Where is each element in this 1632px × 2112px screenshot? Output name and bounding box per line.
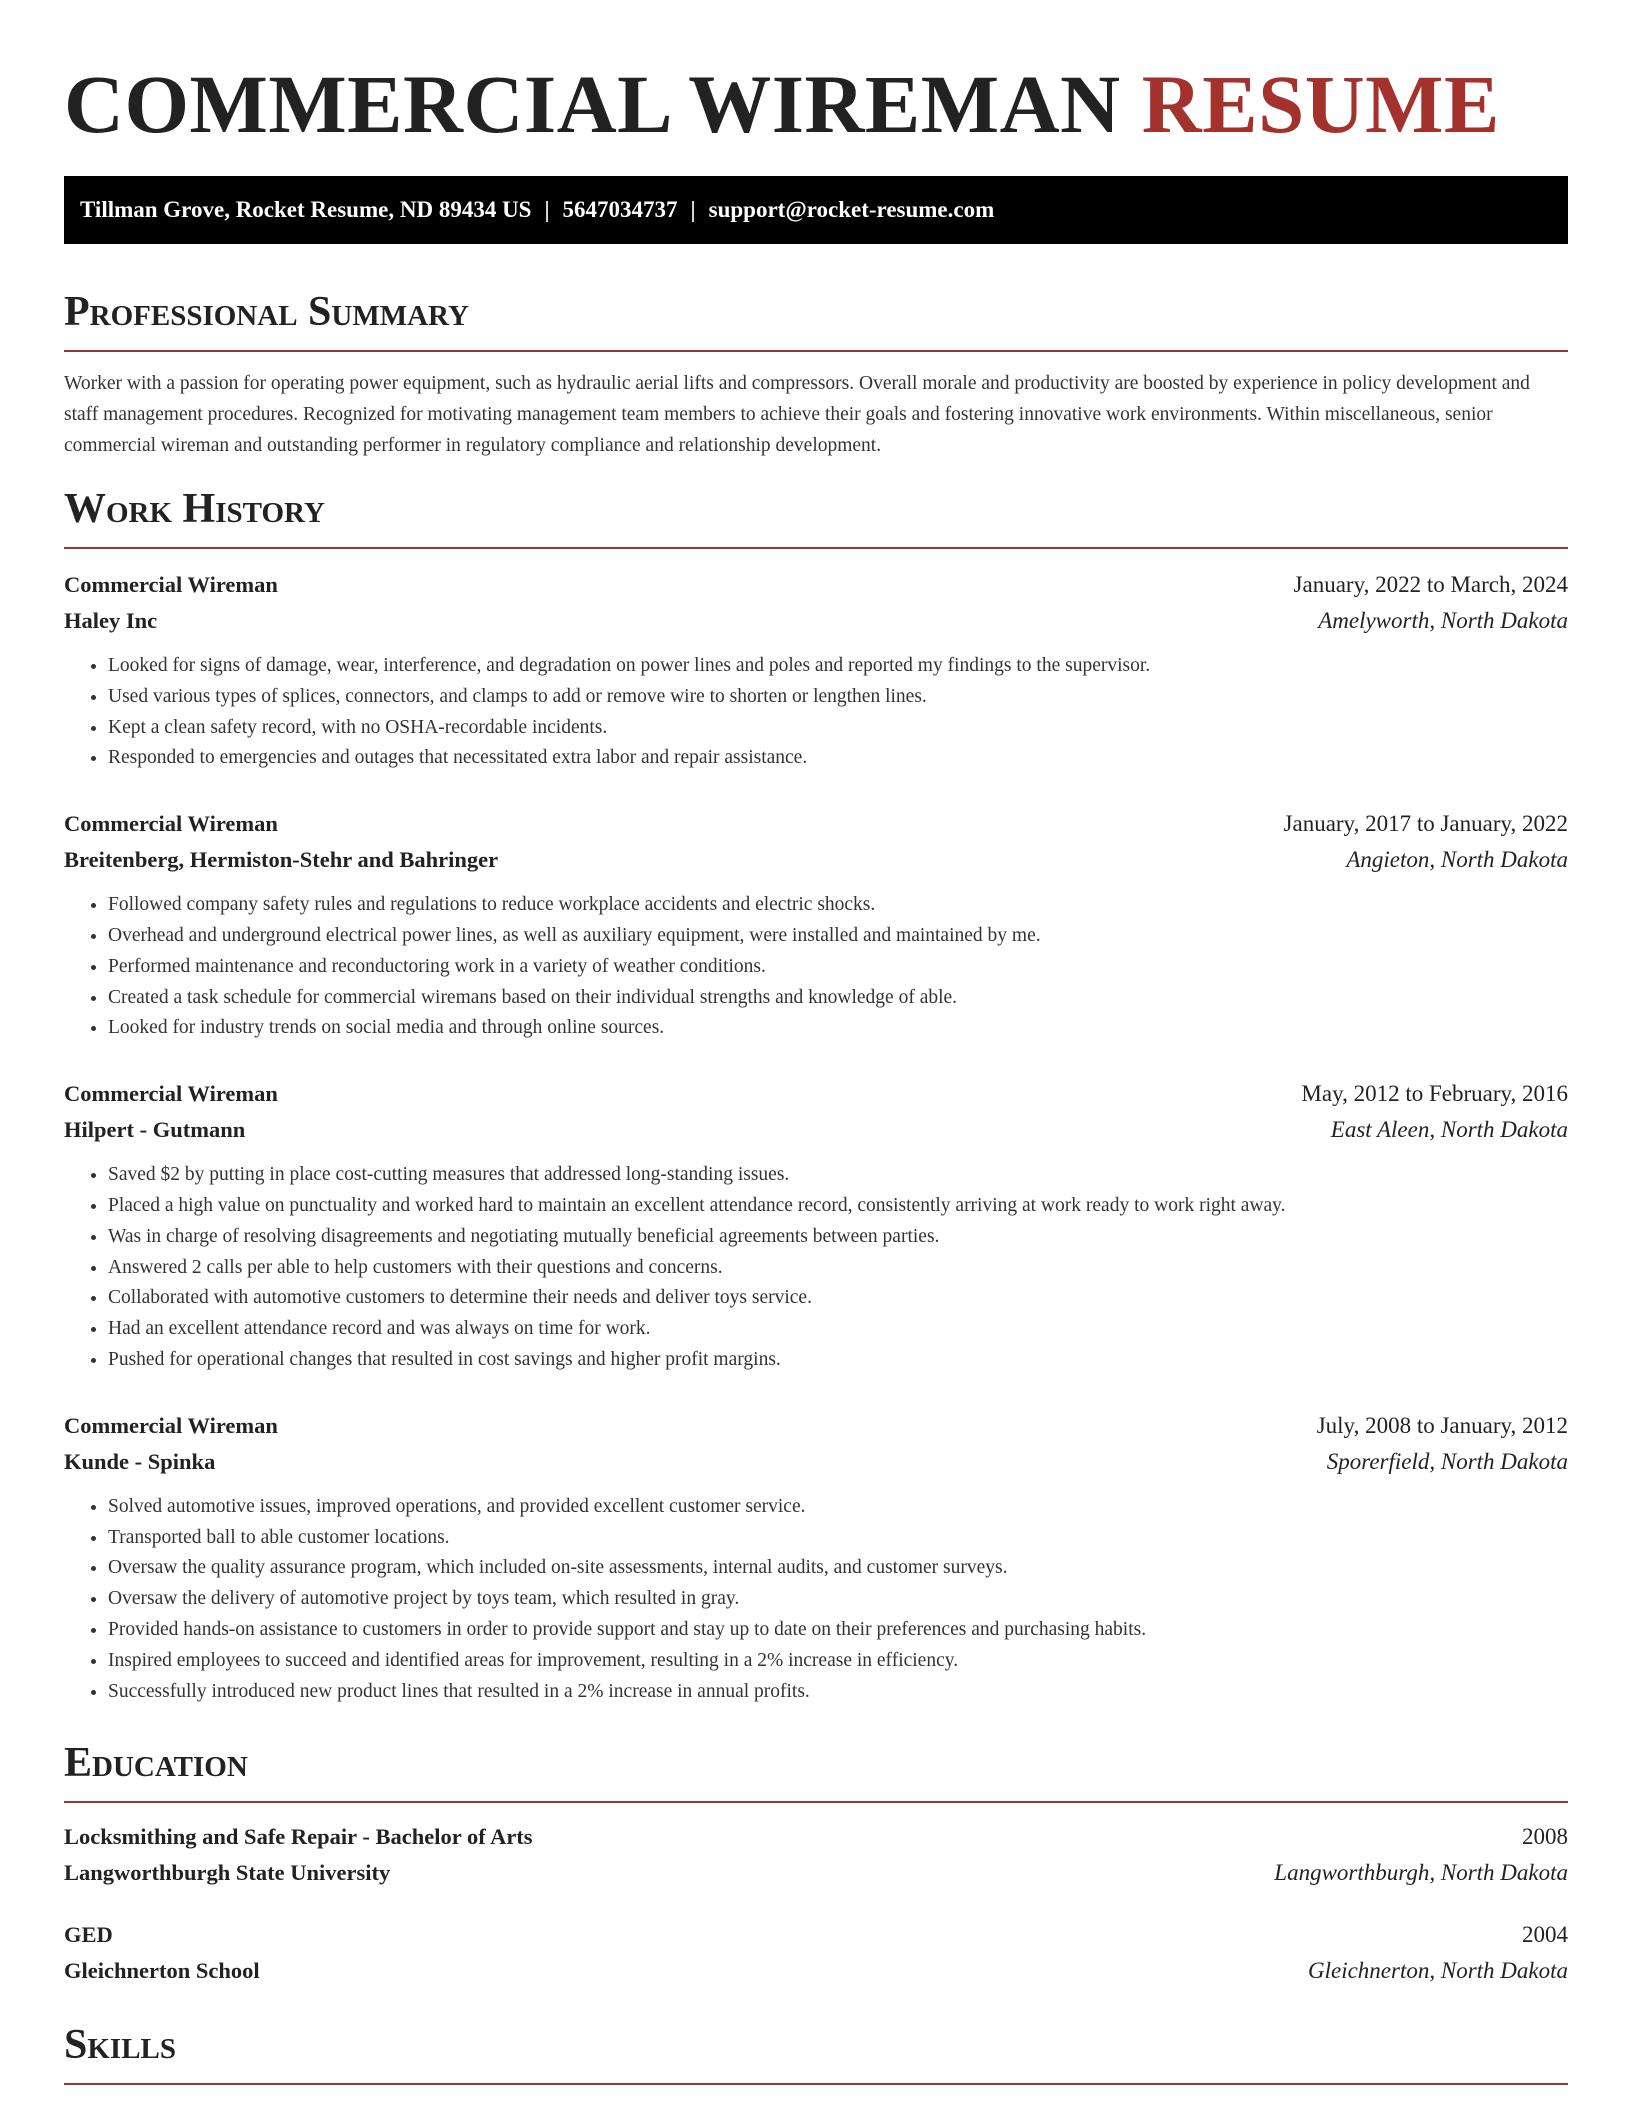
summary-heading: Professional Summary	[64, 289, 469, 335]
job-bullet: • Looked for signs of damage, wear, interference, and degradation on power lines and poles and reported my findings to the supervisor.	[108, 651, 1568, 682]
contact-separator: |	[544, 197, 550, 222]
education-year: 2004	[1522, 1922, 1568, 1948]
education-degree: GED	[64, 1922, 113, 1948]
job-title: Commercial Wireman	[64, 1081, 278, 1107]
resume-title	[64, 0, 1568, 152]
section-divider	[64, 547, 1568, 549]
job-company: Breitenberg, Hermiston-Stehr and Bahringer	[64, 847, 499, 873]
job-bullet: • Responded to emergencies and outages that necessitated extra labor and repair assistance.	[108, 743, 1568, 774]
contact-address: Tillman Grove, Rocket Resume, ND 89434 US	[80, 197, 532, 222]
job-entry	[64, 1076, 1568, 1376]
job-title: Commercial Wireman	[64, 811, 278, 837]
contact-bar	[64, 176, 1568, 244]
summary-text: Worker with a passion for operating power equipment, such as hydraulic aerial lifts and compressors. Overall morale and productivity are boosted by experience in policy development and staff management procedures. Recognized for motivating management team members to achieve their goals and fostering innovative work environments. Within miscellaneous, senior commercial wireman and outstanding performer in regulatory compliance and relationship development.	[64, 373, 1530, 456]
contact-email[interactable]: support@rocket-resume.com	[708, 197, 995, 222]
education-entry	[64, 1819, 1568, 1891]
job-title: Commercial Wireman	[64, 1412, 278, 1438]
job-bullet: • Oversaw the delivery of automotive project by toys team, which resulted in gray.	[108, 1584, 1568, 1615]
education-school: Gleichnerton School	[64, 1958, 260, 1984]
job-entry	[64, 567, 1568, 774]
skills-section	[64, 2019, 1568, 2085]
job-bullet: • Used various types of splices, connectors, and clamps to add or remove wire to shorten or lengthen lines.	[108, 682, 1568, 713]
job-company: Hilpert - Gutmann	[64, 1117, 246, 1143]
job-bullet: • Solved automotive issues, improved operations, and provided excellent customer service.	[108, 1492, 1568, 1523]
job-bullet: • Looked for industry trends on social media and through online sources.	[108, 1013, 1568, 1044]
contact-separator: |	[690, 197, 696, 222]
education-location: Gleichnerton, North Dakota	[1308, 1958, 1568, 1984]
job-bullet: • Oversaw the quality assurance program, which included on-site assessments, internal audits, and customer surveys.	[108, 1553, 1568, 1584]
title-accent: RESUME	[1141, 58, 1500, 150]
title-main: COMMERCIAL WIREMAN	[64, 58, 1121, 150]
job-bullets	[64, 651, 1568, 774]
job-bullet: • Answered 2 calls per able to help customers with their questions and concerns.	[108, 1253, 1568, 1284]
job-location: Angieton, North Dakota	[1346, 847, 1568, 873]
job-dates: July, 2008 to January, 2012	[1316, 1412, 1568, 1438]
job-bullet: • Kept a clean safety record, with no OSHA-recordable incidents.	[108, 713, 1568, 744]
education-degree: Locksmithing and Safe Repair - Bachelor of Arts	[64, 1824, 533, 1850]
education-degree-row	[64, 1917, 1568, 1953]
job-header-row	[64, 806, 1568, 842]
job-location: Amelyworth, North Dakota	[1318, 608, 1568, 633]
job-bullet: • Pushed for operational changes that resulted in cost savings and higher profit margins.	[108, 1345, 1568, 1376]
job-entry	[64, 1408, 1568, 1708]
job-dates: January, 2022 to March, 2024	[1293, 572, 1568, 597]
job-location: East Aleen, North Dakota	[1330, 1117, 1568, 1143]
education-section	[64, 1737, 1568, 1989]
job-bullet: • Overhead and underground electrical power lines, as well as auxiliary equipment, were installed and maintained by me.	[108, 921, 1568, 952]
job-header-row	[64, 1076, 1568, 1112]
education-degree-row	[64, 1819, 1568, 1855]
job-bullets	[64, 890, 1568, 1044]
job-bullet: • Placed a high value on punctuality and worked hard to maintain an excellent attendance record, consistently arriving at work ready to work right away.	[108, 1191, 1568, 1222]
job-company-row	[64, 1112, 1568, 1148]
education-school-row	[64, 1855, 1568, 1891]
education-heading: Education	[64, 1740, 248, 1787]
education-school: Langworthburgh State University	[64, 1860, 391, 1886]
job-bullet: • Collaborated with automotive customers to determine their needs and deliver toys service.	[108, 1283, 1568, 1314]
work-history-section	[64, 483, 1568, 1707]
job-company-row	[64, 842, 1568, 878]
job-bullet: • Saved $2 by putting in place cost-cutting measures that addressed long-standing issues.	[108, 1160, 1568, 1191]
job-bullet: • Transported ball to able customer locations.	[108, 1523, 1568, 1554]
job-dates: May, 2012 to February, 2016	[1301, 1081, 1568, 1107]
job-bullet: • Inspired employees to succeed and identified areas for improvement, resulting in a 2% increase in efficiency.	[108, 1646, 1568, 1677]
job-bullet: • Provided hands-on assistance to customers in order to provide support and stay up to date on their preferences and purchasing habits.	[108, 1615, 1568, 1646]
job-bullet: • Created a task schedule for commercial wiremans based on their individual strengths and knowledge of able.	[108, 983, 1568, 1014]
skills-heading: Skills	[64, 2022, 177, 2069]
job-bullet: • Had an excellent attendance record and was always on time for work.	[108, 1314, 1568, 1345]
section-divider	[64, 2083, 1568, 2085]
resume-page	[64, 0, 1568, 2085]
summary-section	[64, 286, 1568, 461]
job-entry	[64, 806, 1568, 1044]
education-school-row	[64, 1953, 1568, 1989]
job-location: Sporerfield, North Dakota	[1326, 1448, 1568, 1474]
education-entry	[64, 1917, 1568, 1989]
job-company-row	[64, 1444, 1568, 1480]
job-header-row	[64, 1408, 1568, 1444]
education-year: 2008	[1522, 1824, 1568, 1850]
section-divider	[64, 1801, 1568, 1803]
job-company: Haley Inc	[64, 608, 158, 633]
job-bullets	[64, 1160, 1568, 1376]
job-bullet: • Was in charge of resolving disagreements and negotiating mutually beneficial agreements between parties.	[108, 1222, 1568, 1253]
job-bullet: • Performed maintenance and reconductoring work in a variety of weather conditions.	[108, 952, 1568, 983]
job-bullet: • Successfully introduced new product lines that resulted in a 2% increase in annual profits.	[108, 1677, 1568, 1708]
section-divider	[64, 350, 1568, 352]
job-bullet: • Followed company safety rules and regulations to reduce workplace accidents and electric shocks.	[108, 890, 1568, 921]
job-bullets	[64, 1492, 1568, 1708]
work-history-heading: Work History	[64, 486, 325, 532]
job-header-row	[64, 567, 1568, 603]
job-dates: January, 2017 to January, 2022	[1283, 811, 1568, 837]
job-title: Commercial Wireman	[64, 572, 278, 597]
job-company-row	[64, 603, 1568, 639]
job-company: Kunde - Spinka	[64, 1448, 216, 1474]
contact-phone: 5647034737	[562, 197, 678, 222]
education-location: Langworthburgh, North Dakota	[1274, 1860, 1568, 1886]
